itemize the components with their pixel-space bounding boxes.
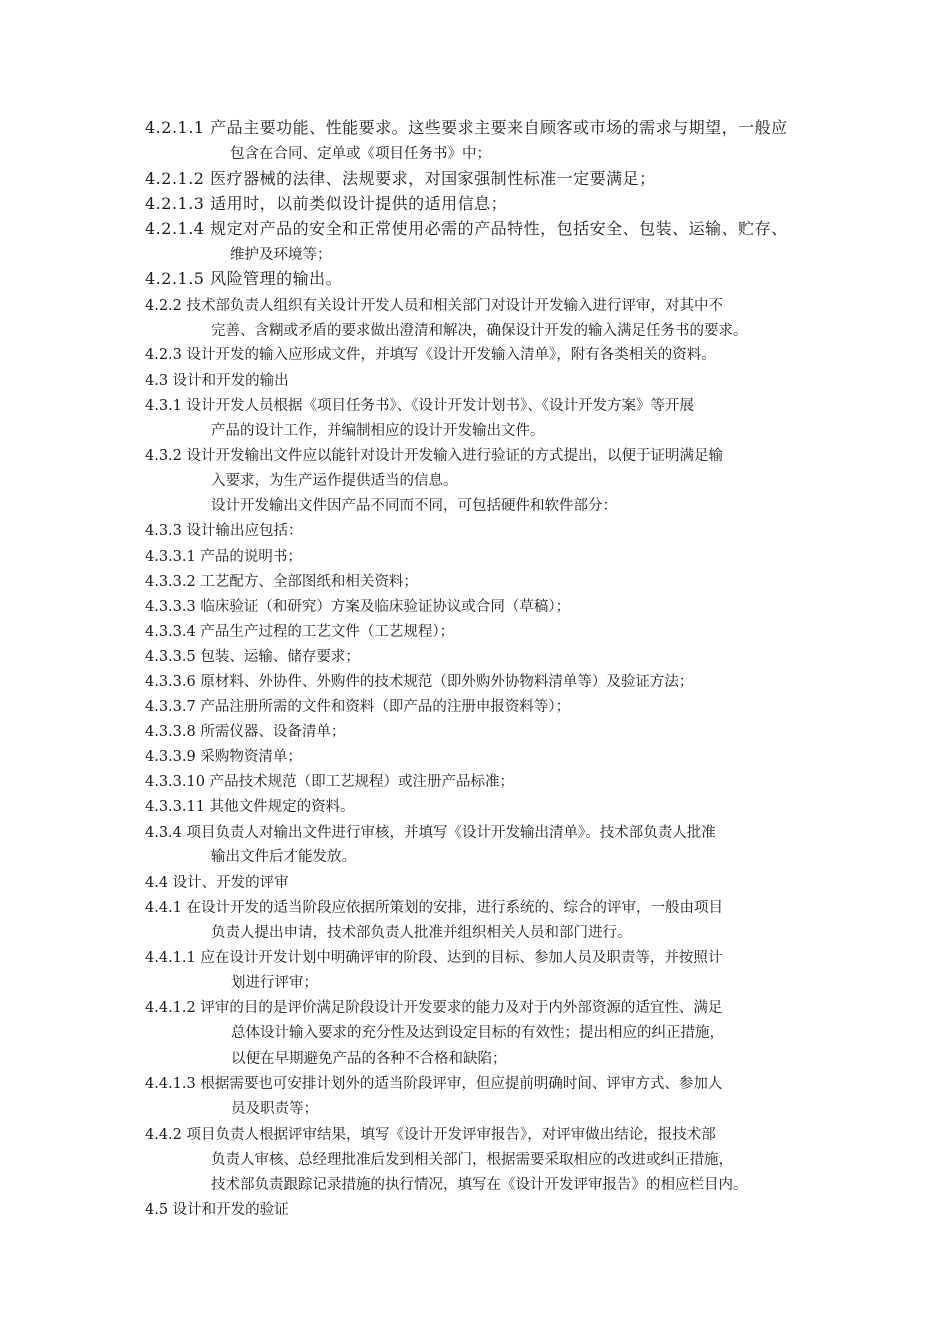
clause-4-3-3-8: 4.3.3.8 所需仪器、设备清单； [145, 724, 346, 740]
clause-4-4-1-1-cont: 划进行评审； [231, 975, 318, 991]
clause-4-4-1-2-cont2: 以便在早期避免产品的各种不合格和缺陷； [231, 1051, 507, 1067]
clause-4-3-3-10: 4.3.3.10 产品技术规范（即工艺规程）或注册产品标准； [145, 774, 515, 790]
clause-4-2-3: 4.2.3 设计开发的输入应形成文件，并填写《设计开发输入清单》，附有各类相关的资料。 [145, 347, 716, 363]
clause-4-2-2: 4.2.2 技术部负责人组织有关设计开发人员和相关部门对设计开发输入进行评审，对其中不 [145, 298, 723, 314]
clause-4-3-3-5: 4.3.3.5 包装、运输、储存要求； [145, 649, 360, 665]
clause-4-3-3-3: 4.3.3.3 临床验证（和研究）方案及临床验证协议或合同（草稿）； [145, 599, 571, 615]
clause-4-4-1-2-cont: 总体设计输入要求的充分性及达到设定目标的有效性；提出相应的纠正措施， [231, 1025, 724, 1041]
section-heading-4-4: 4.4 设计、开发的评审 [145, 875, 289, 891]
clause-4-3-3-1: 4.3.3.1 产品的说明书； [145, 549, 302, 565]
clause-4-3-2-note: 设计开发输出文件因产品不同而不同，可包括硬件和软件部分： [211, 498, 617, 514]
clause-4-4-1-3: 4.4.1.3 根据需要也可安排计划外的适当阶段评审，但应提前明确时间、评审方式、参加人 [145, 1076, 723, 1092]
clause-4-2-1-4-cont: 维护及环境等； [230, 247, 332, 263]
clause-4-2-1-5: 4.2.1.5 风险管理的输出。 [145, 269, 343, 288]
clause-4-3-4-cont: 输出文件后才能发放。 [211, 849, 356, 865]
clause-4-3-1: 4.3.1 设计开发人员根据《项目任务书》、《设计开发计划书》、《设计开发方案》等开展 [145, 398, 694, 414]
clause-4-3-3-11: 4.3.3.11 其他文件规定的资料。 [145, 799, 355, 815]
clause-4-3-3-6: 4.3.3.6 原材料、外协件、外购件的技术规范（即外购外协物料清单等）及验证方法； [145, 674, 694, 690]
clause-4-4-1-3-cont: 员及职责等； [231, 1101, 318, 1117]
clause-4-2-1-1: 4.2.1.1 产品主要功能、性能要求。这些要求主要来自顾客或市场的需求与期望，一般应 [145, 118, 788, 137]
clause-4-4-1-2: 4.4.1.2 评审的目的是评价满足阶段设计开发要求的能力及对于内外部资源的适宜性、满足 [145, 1000, 723, 1016]
clause-4-4-2-cont2: 技术部负责跟踪记录措施的执行情况，填写在《设计开发评审报告》的相应栏目内。 [211, 1177, 748, 1193]
clause-4-2-1-4: 4.2.1.4 规定对产品的安全和正常使用必需的产品特性，包括安全、包装、运输、贮存、 [145, 219, 788, 238]
clause-4-4-1-1: 4.4.1.1 应在设计开发计划中明确评审的阶段、达到的目标、参加人员及职责等，并按照计 [145, 950, 723, 966]
clause-4-3-1-cont: 产品的设计工作，并编制相应的设计开发输出文件。 [211, 423, 545, 439]
clause-4-4-2: 4.4.2 项目负责人根据评审结果，填写《设计开发评审报告》，对评审做出结论，报技术部 [145, 1127, 716, 1143]
clause-4-3-4: 4.3.4 项目负责人对输出文件进行审核，并填写《设计开发输出清单》。技术部负责人批准 [145, 825, 716, 841]
clause-4-2-1-3: 4.2.1.3 适用时，以前类似设计提供的适用信息； [145, 194, 508, 213]
clause-4-3-2: 4.3.2 设计开发输出文件应以能针对设计开发输入进行验证的方式提出，以便于证明满足输 [145, 448, 723, 464]
clause-4-3-3-2: 4.3.3.2 工艺配方、全部图纸和相关资料； [145, 574, 418, 590]
clause-4-3-3-7: 4.3.3.7 产品注册所需的文件和资料（即产品的注册申报资料等）； [145, 699, 571, 715]
section-heading-4-5: 4.5 设计和开发的验证 [145, 1202, 289, 1218]
clause-4-4-1-cont: 负责人提出申请，技术部负责人批准并组织相关人员和部门进行。 [211, 925, 632, 941]
clause-4-4-1: 4.4.1 在设计开发的适当阶段应依据所策划的安排，进行系统的、综合的评审，一般由项目 [145, 900, 723, 916]
section-heading-4-3: 4.3 设计和开发的输出 [145, 373, 289, 389]
clause-4-2-1-2: 4.2.1.2 医疗器械的法律、法规要求，对国家强制性标准一定要满足； [145, 169, 656, 188]
clause-4-2-2-cont: 完善、含糊或矛盾的要求做出澄清和解决，确保设计开发的输入满足任务书的要求。 [211, 323, 748, 339]
clause-4-3-2-cont: 入要求，为生产运作提供适当的信息。 [211, 473, 458, 489]
clause-4-3-3-4: 4.3.3.4 产品生产过程的工艺文件（工艺规程）； [145, 624, 455, 640]
clause-4-4-2-cont: 负责人审核、总经理批准后发到相关部门，根据需要采取相应的改进或纠正措施， [211, 1152, 733, 1168]
clause-4-3-3-9: 4.3.3.9 采购物资清单； [145, 749, 302, 765]
clause-4-3-3: 4.3.3 设计输出应包括： [145, 523, 303, 539]
clause-4-2-1-1-cont: 包含在合同、定单或《项目任务书》中； [230, 146, 491, 162]
